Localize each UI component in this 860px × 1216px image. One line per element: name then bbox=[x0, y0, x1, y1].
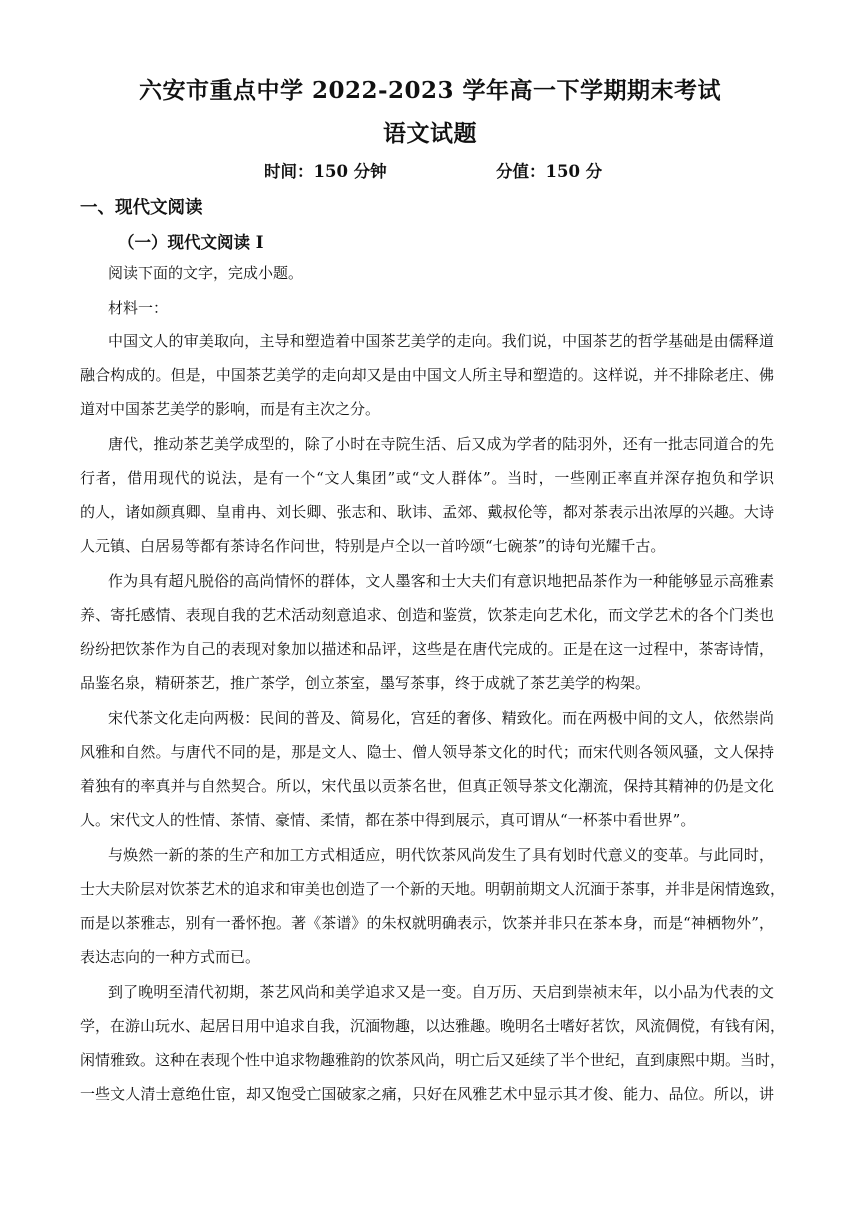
paragraph-line: 人元镇、白居易等都有茶诗名作问世，特别是卢仝以一首吟颂“七碗茶”的诗句光耀千古。 bbox=[80, 537, 666, 555]
paragraph-line: 一些文人清士意绝仕宦，却又饱受亡国破家之痛，只好在风雅艺术中显示其才俊、能力、品位。所以，讲 bbox=[80, 1085, 774, 1103]
paragraph-line: 中国文人的审美取向，主导和塑造着中国茶艺美学的走向。我们说，中国茶艺的哲学基础是由儒释道 bbox=[108, 332, 774, 350]
section-subheading: （一）现代文阅读 I bbox=[118, 233, 264, 252]
paragraph-line: 纷纷把饮茶作为自己的表现对象加以描述和品评，这些是在唐代完成的。正是在这一过程中，茶寄诗情， bbox=[80, 640, 774, 658]
exam-title: 六安市重点中学 2022-2023 学年高一下学期期末考试 bbox=[138, 77, 722, 104]
paragraph-line: 作为具有超凡脱俗的高尚情怀的群体，文人墨客和士大夫们有意识地把品茶作为一种能够显示高雅素 bbox=[108, 572, 774, 590]
paragraph-line: 行者，借用现代的说法，是有一个“文人集团”或“文人群体”。当时，一些刚正率直并深存抱负和学识 bbox=[80, 469, 774, 487]
paragraph-line: 而是以茶雅志，别有一番怀抱。著《茶谱》的朱权就明确表示，饮茶并非只在茶本身，而是“神栖物外”， bbox=[80, 914, 774, 932]
paragraph-line: 士大夫阶层对饮茶艺术的追求和审美也创造了一个新的天地。明朝前期文人沉湎于茶事，并非是闲情逸致， bbox=[80, 880, 786, 898]
paragraph-line: 唐代，推动茶艺美学成型的，除了小时在寺院生活、后又成为学者的陆羽外，还有一批志同道合的先 bbox=[108, 435, 774, 453]
paragraph-line: 宋代茶文化走向两极：民间的普及、简易化，宫廷的奢侈、精致化。而在两极中间的文人，依然崇尚 bbox=[108, 709, 774, 727]
paragraph-line: 养、寄托感情、表现自我的艺术活动刻意追求、创造和鉴赏，饮茶走向艺术化，而文学艺术的各个门类也 bbox=[80, 606, 774, 624]
paragraph-line: 着独有的率真并与自然契合。所以，宋代虽以贡茶名世，但真正领导茶文化潮流，保持其精神的仍是文化 bbox=[80, 777, 774, 795]
exam-time: 时间：150 分钟 bbox=[264, 162, 387, 181]
paragraph-line: 风雅和自然。与唐代不同的是，那是文人、隐士、僧人领导茶文化的时代；而宋代则各领风骚，文人保持 bbox=[80, 743, 774, 761]
paragraph-line: 表达志向的一种方式而已。 bbox=[80, 948, 261, 966]
section-heading: 一、现代文阅读 bbox=[80, 198, 203, 218]
exam-subtitle: 语文试题 bbox=[383, 120, 477, 147]
paragraph-line: 的人，诸如颜真卿、皇甫冉、刘长卿、张志和、耿讳、孟郊、戴叔伦等，都对茶表示出浓厚的兴趣。大诗 bbox=[80, 503, 774, 521]
instruction-line: 阅读下面的文字，完成小题。 bbox=[108, 264, 304, 282]
paragraph-line: 融合构成的。但是，中国茶艺美学的走向却又是由中国文人所主导和塑造的。这样说，并不排除老庄、佛 bbox=[80, 366, 774, 384]
paragraph-line: 学，在游山玩水、起居日用中追求自我，沉湎物趣，以达雅趣。晚明名士嗜好茗饮，风流倜傥，有钱有闲， bbox=[80, 1017, 786, 1035]
material-label: 材料一： bbox=[108, 299, 169, 317]
paragraph-line: 闲情雅致。这种在表现个性中追求物趣雅韵的饮茶风尚，明亡后又延续了半个世纪，直到康熙中期。当时， bbox=[80, 1051, 786, 1069]
exam-score: 分值：150 分 bbox=[496, 162, 603, 181]
paragraph-line: 到了晚明至清代初期，茶艺风尚和美学追求又是一变。自万历、天启到崇祯末年，以小品为代表的文 bbox=[108, 983, 774, 1001]
paragraph-line: 品鉴名泉，精研茶艺，推广茶学，创立茶室，墨写茶事，终于成就了茶艺美学的构架。 bbox=[80, 674, 651, 692]
paragraph-line: 道对中国茶艺美学的影响，而是有主次之分。 bbox=[80, 400, 381, 418]
paragraph-line: 与焕然一新的茶的生产和加工方式相适应，明代饮茶风尚发生了具有划时代意义的变革。与此同时， bbox=[108, 846, 774, 864]
paragraph-line: 人。宋代文人的性情、茶情、豪情、柔情，都在茶中得到展示，真可谓从“一杯茶中看世界”。 bbox=[80, 811, 696, 829]
